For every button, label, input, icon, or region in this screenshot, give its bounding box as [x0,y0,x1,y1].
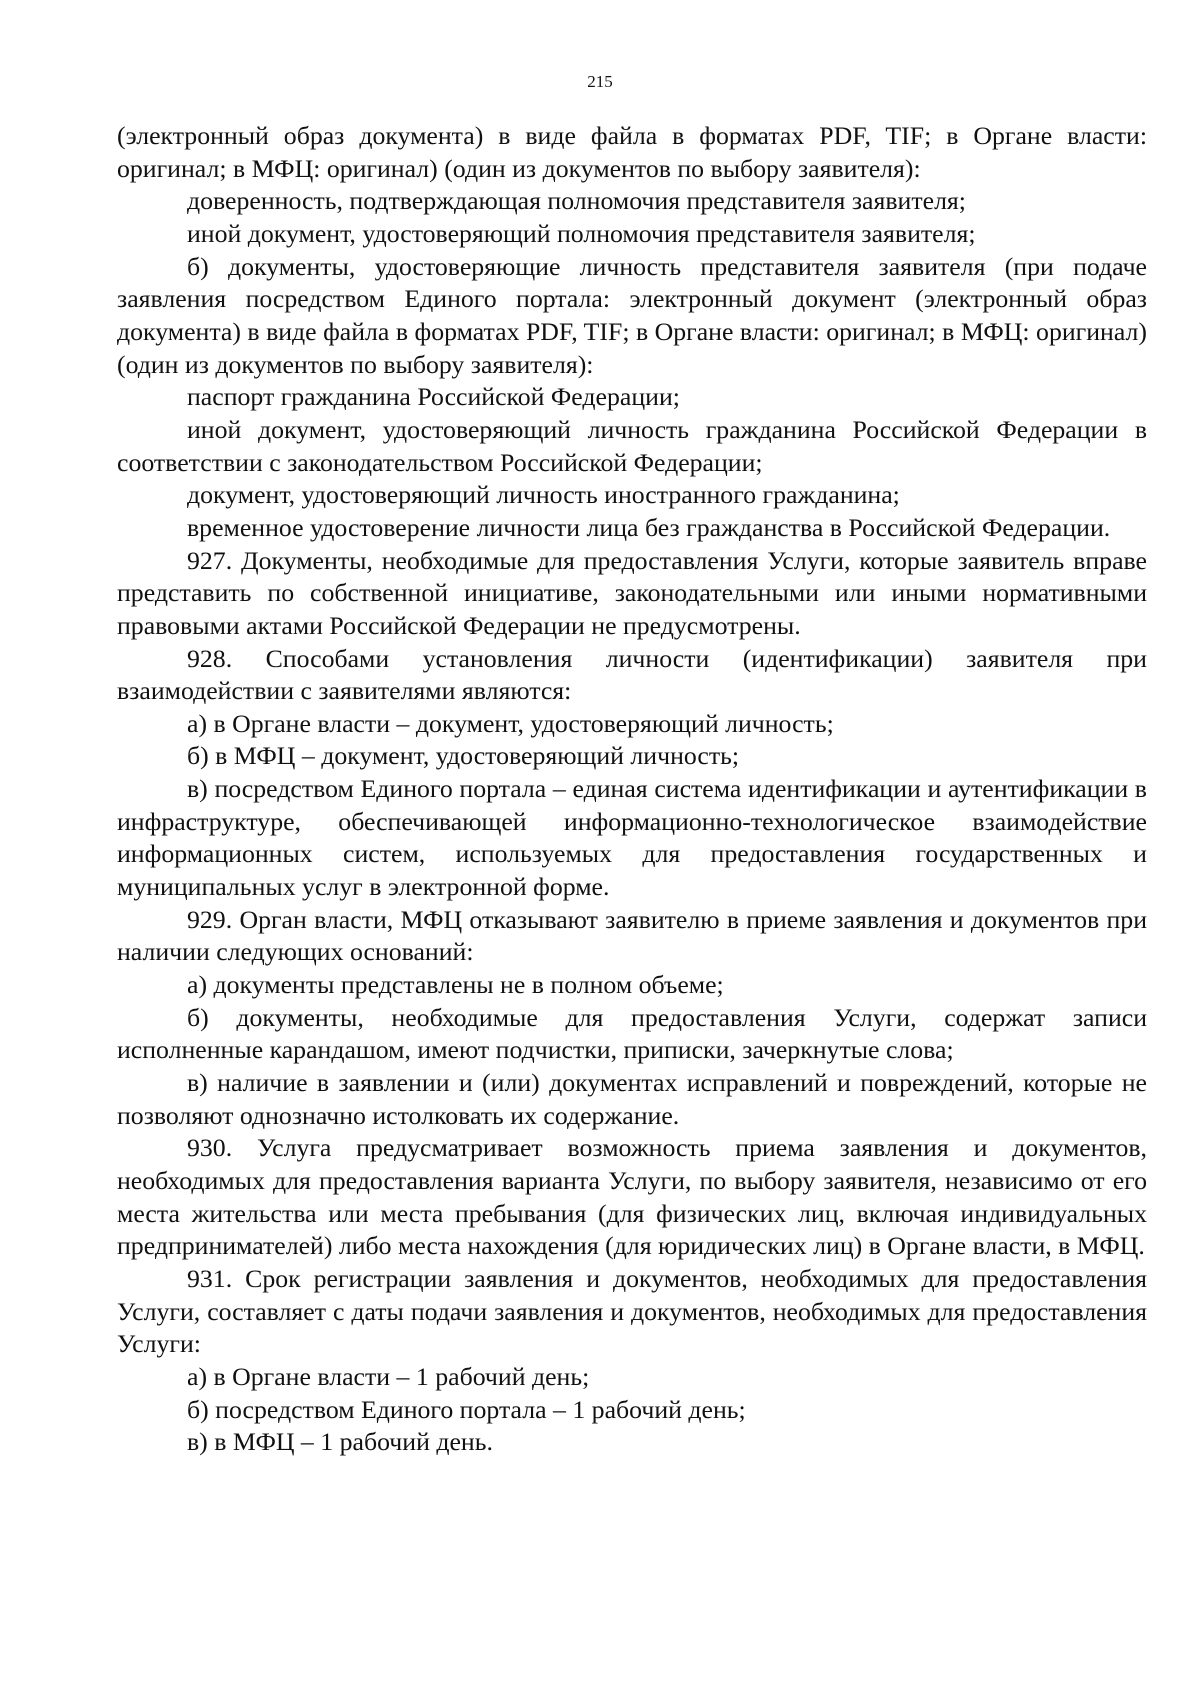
paragraph: б) посредством Единого портала – 1 рабочий день; [187,1394,746,1424]
paragraph: б) документы, удостоверяющие личность представителя заявителя (при подаче заявления посредством Единого портала: электронный документ (электронный образ документа) в виде файла в форматах PDF, TIF; в Органе власти: оригинал; в МФЦ: оригинал) (один из документов по выбору заявителя): [117,251,1147,379]
paragraph: б) документы, необходимые для предоставления Услуги, содержат записи исполненные карандашом, имеют подчистки, приписки, зачеркнутые слова; [117,1002,1147,1065]
paragraph: иной документ, удостоверяющий полномочия представителя заявителя; [187,218,976,248]
paragraph: 927. Документы, необходимые для предоставления Услуги, которые заявитель вправе представить по собственной инициативе, законодательными или иными нормативными правовыми актами Российской Федерации не предусмотрены. [117,545,1147,640]
page-number: 215 [587,72,613,91]
paragraph: 929. Орган власти, МФЦ отказывают заявителю в приеме заявления и документов при наличии следующих оснований: [117,904,1147,967]
paragraph: паспорт гражданина Российской Федерации; [187,382,680,412]
paragraph: доверенность, подтверждающая полномочия представителя заявителя; [187,186,966,216]
paragraph: (электронный образ документа) в виде файла в форматах PDF, TIF; в Органе власти: оригинал; в МФЦ: оригинал) (один из документов по выбору заявителя): [117,121,1147,183]
paragraph: 931. Срок регистрации заявления и документов, необходимых для предоставления Услуги, составляет с даты подачи заявления и документов, необходимых для предоставления Услуги: [117,1263,1147,1359]
paragraph: иной документ, удостоверяющий личность гражданина Российской Федерации в соответствии с законодательством Российской Федерации; [117,414,1147,477]
document-body [117,120,1147,1459]
paragraph: в) в МФЦ – 1 рабочий день. [187,1427,493,1457]
paragraph: в) посредством Единого портала – единая система идентификации и аутентификации в инфраструктуре, обеспечивающей информационно-технологическое взаимодействие информационных систем, используемых для предоставления государственных и муниципальных услуг в электронной форме. [117,774,1147,902]
paragraph: а) документы представлены не в полном объеме; [187,970,724,1000]
paragraph: а) в Органе власти – документ, удостоверяющий личность; [187,708,834,738]
paragraph: 930. Услуга предусматривает возможность приема заявления и документов, необходимых для предоставления варианта Услуги, по выбору заявителя, независимо от его места жительства или места пребывания (для физических лиц, включая индивидуальных предпринимателей) либо места нахождения (для юридических лиц) в Органе власти, в МФЦ. [117,1133,1147,1261]
paragraph: 928. Способами установления личности (идентификации) заявителя при взаимодействии с заявителями являются: [117,643,1147,706]
paragraph: а) в Органе власти – 1 рабочий день; [187,1361,590,1391]
paragraph: временное удостоверение личности лица без гражданства в Российской Федерации. [187,512,1111,542]
paragraph: в) наличие в заявлении и (или) документах исправлений и повреждений, которые не позволяют однозначно истолковать их содержание. [117,1068,1147,1130]
paragraph: б) в МФЦ – документ, удостоверяющий личность; [187,741,740,771]
paragraph: документ, удостоверяющий личность иностранного гражданина; [187,480,900,510]
